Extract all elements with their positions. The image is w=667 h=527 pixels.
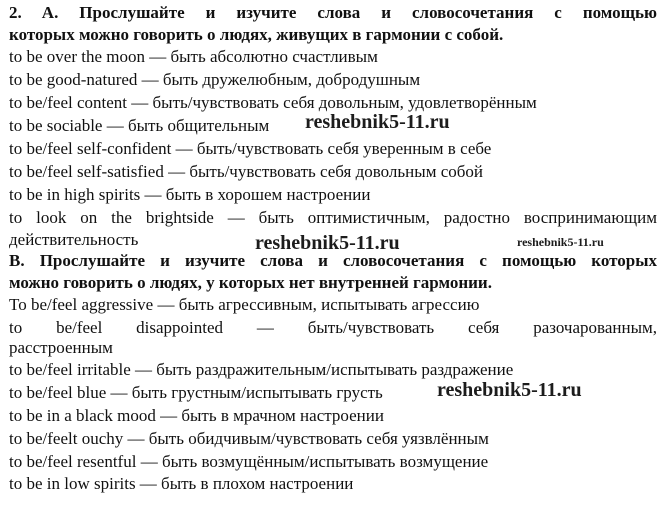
section-b-item: to be/feel irritable — быть раздражительным/испытывать раздражение: [9, 360, 514, 379]
section-b-item: to be/feel disappointed — быть/чувствовать себя разочарованным,: [9, 318, 657, 337]
watermark: reshebnik5-11.ru: [517, 235, 604, 249]
section-b-item: to be/feel resentful — быть возмущённым/испытывать возмущение: [9, 452, 489, 471]
watermark: reshebnik5-11.ru: [437, 379, 582, 401]
section-b-item: to be/feel blue — быть грустным/испытывать грусть: [9, 383, 383, 402]
section-a-item: to be sociable — быть общительным: [9, 116, 270, 135]
section-b-heading-line2: можно говорить о людях, у которых нет внутренней гармонии.: [9, 273, 492, 292]
section-a-item: to be/feel self-confident — быть/чувствовать себя уверенным в себе: [9, 139, 492, 158]
section-b-item: to be/feelt ouchy — быть обидчивым/чувствовать себя уязвлённым: [9, 429, 489, 448]
watermark: reshebnik5-11.ru: [255, 232, 400, 254]
section-a-item: to look on the brightside — быть оптимистичным, радостно воспринимающим: [9, 208, 657, 227]
section-a-item: to be good-natured — быть дружелюбным, добродушным: [9, 70, 421, 89]
section-a-item: to be/feel self-satisfied — быть/чувствовать себя довольным собой: [9, 162, 483, 181]
section-b-item: to be in a black mood — быть в мрачном настроении: [9, 406, 384, 425]
section-b-item: расстроенным: [9, 338, 113, 357]
section-b-item: to be in low spirits — быть в плохом настроении: [9, 474, 354, 493]
section-a-heading-line1: 2. A. Прослушайте и изучите слова и словосочетания с помощью: [9, 3, 657, 22]
section-b-heading-line1: B. Прослушайте и изучите слова и словосочетания с помощью которых: [9, 251, 657, 270]
section-a-item: to be over the moon — быть абсолютно счастливым: [9, 47, 378, 66]
section-a-heading-line2: которых можно говорить о людях, живущих в гармонии с собой.: [9, 25, 504, 44]
watermark: reshebnik5-11.ru: [305, 111, 450, 133]
section-a-item: to be/feel content — быть/чувствовать себя довольным, удовлетворённым: [9, 93, 537, 112]
section-b-item: To be/feel aggressive — быть агрессивным, испытывать агрессию: [9, 295, 480, 314]
section-a-item: действительность: [9, 230, 139, 249]
section-a-item: to be in high spirits — быть в хорошем настроении: [9, 185, 371, 204]
